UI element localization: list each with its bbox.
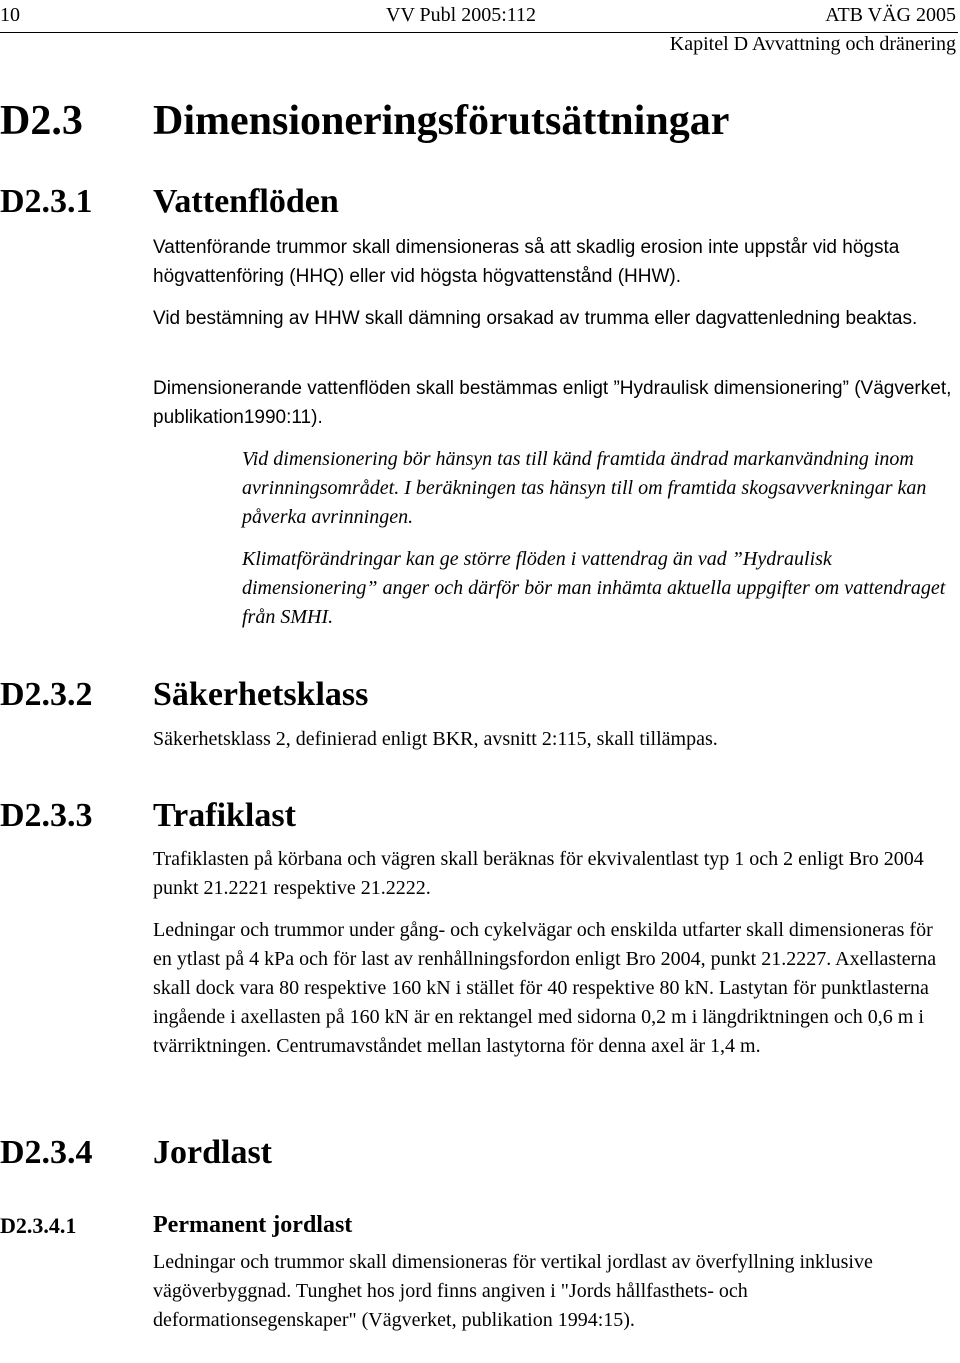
paragraph: Vattenförande trummor skall dimensioneras så att skadlig erosion inte uppstår vid högsta högvattenföring (HHQ) eller vid högsta högvattenstånd (HHW). [153, 237, 900, 287]
paragraph: Dimensionerande vattenflöden skall bestämmas enligt ”Hydraulisk dimensionering” (Vägverket, publikation1990:11). [153, 378, 952, 428]
document-title: ATB VÄG 2005 [825, 4, 956, 26]
subsection-title-sakerhetsklass: Säkerhetsklass [153, 676, 369, 713]
publication-id: VV Publ 2005:112 [386, 4, 537, 26]
paragraph: Ledningar och trummor skall dimensioneras för vertikal jordlast av överfyllning inklusive vägöverbyggnad. Tunghet hos jord finns angiven i "Jords hållfasthets- och deformationsegenskaper" (Vägverket, publikation 1994:15). [153, 1251, 873, 1331]
page-number: 10 [0, 4, 20, 26]
subsection-title-trafiklast: Trafiklast [153, 797, 296, 834]
subsection-number-jordlast: D2.3.4 [0, 1134, 93, 1171]
paragraph: Ledningar och trummor under gång- och cykelvägar och enskilda utfarter skall dimensioneras för en ytlast på 4 kPa och för last av renhållningsfordon enligt Bro 2004, punkt 21.2227. Axellasterna skall dock vara 80 respektive 160 kN i stället för 40 respektive 80 kN. Lastytan för punktlasterna ingående i axellasten på 160 kN är en rektangel med sidorna 0,2 m i längdriktningen och 0,6 m i tvärriktningen. Centrumavståndet mellan lastytorna för denna axel är 1,4 m. [153, 919, 937, 1057]
subsection-title-vattenfloden: Vattenflöden [153, 183, 339, 220]
paragraph: Säkerhetsklass 2, definierad enligt BKR, avsnitt 2:115, skall tillämpas. [153, 728, 718, 750]
chapter-title: Kapitel D Avvattning och dränering [669, 33, 956, 55]
subsection-number-trafiklast: D2.3.3 [0, 797, 93, 834]
advisory-note: Vid dimensionering bör hänsyn tas till känd framtida ändrad markanvändning inom avrinningsområdet. I beräkningen tas hänsyn till om framtida skogsavverkningar kan påverka avrinningen. [242, 448, 927, 528]
paragraph: Trafiklasten på körbana och vägren skall beräknas för ekvivalentlast typ 1 och 2 enligt Bro 2004 punkt 21.2221 respektive 21.2222. [153, 848, 924, 899]
section-title: Dimensioneringsförutsättningar [153, 98, 730, 144]
subsection-number-vattenfloden: D2.3.1 [0, 183, 93, 220]
paragraph: Vid bestämning av HHW skall dämning orsakad av trumma eller dagvattenledning beaktas. [153, 308, 918, 329]
advisory-note: Klimatförändringar kan ge större flöden i vattendrag än vad ”Hydraulisk dimensionering” anger och därför bör man inhämta aktuella uppgifter om vattendraget från SMHI. [242, 548, 946, 628]
section-number: D2.3 [0, 98, 83, 144]
subsection-title-jordlast: Jordlast [153, 1134, 272, 1171]
subsubsection-title-permanent-jordlast: Permanent jordlast [153, 1212, 353, 1238]
subsection-number-sakerhetsklass: D2.3.2 [0, 676, 93, 713]
subsubsection-number-permanent-jordlast: D2.3.4.1 [0, 1213, 77, 1238]
